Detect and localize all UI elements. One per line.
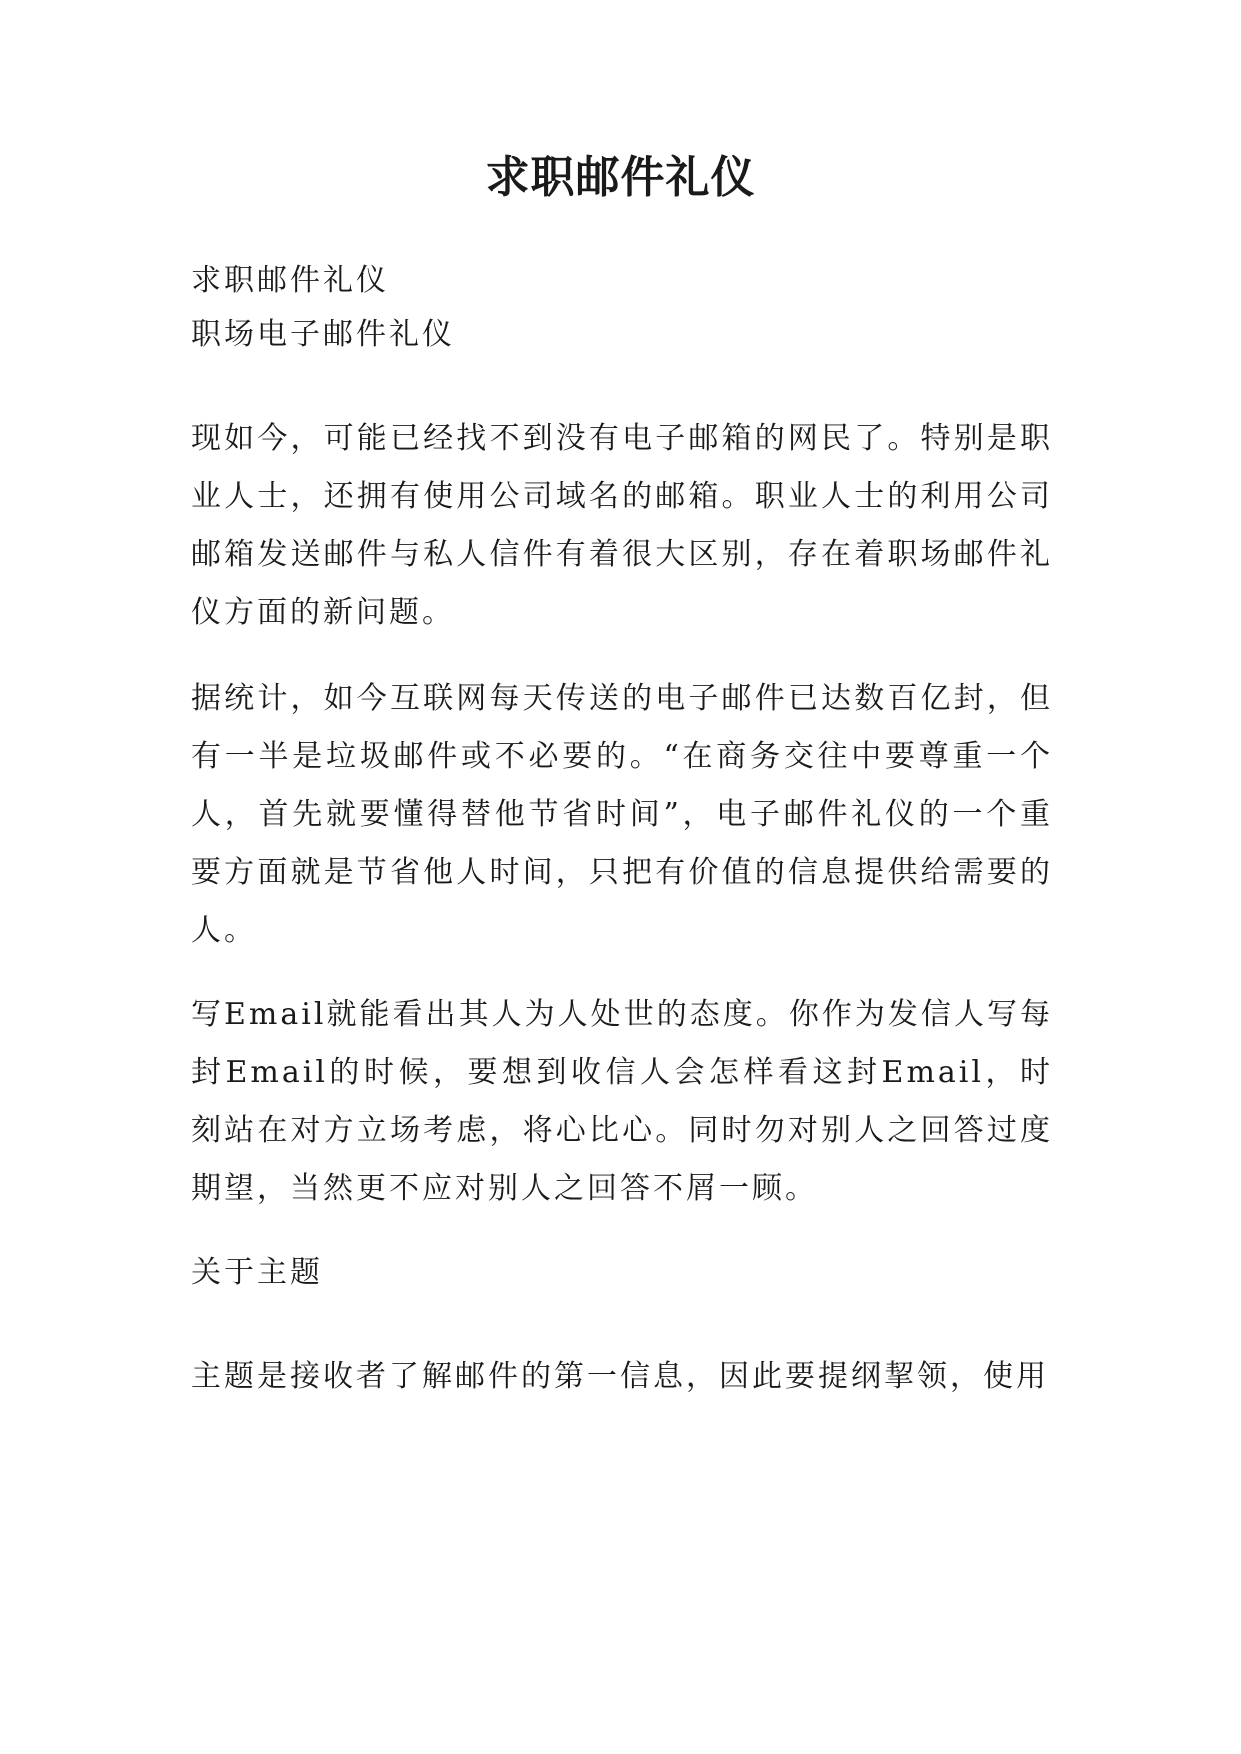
paragraph-4: 主题是接收者了解邮件的第一信息，因此要提纲挈领，使用 xyxy=(191,1359,1049,1394)
heading-line-2: 职场电子邮件礼仪 xyxy=(191,317,455,352)
paragraph-2: 据统计，如今互联网每天传送的电子邮件已达数百亿封，但有一半是垃圾邮件或不必要的。“在商务交往中要尊重一个人，首先就要懂得替他节省时间”，电子邮件礼仪的一个重要方面就是节省他人时间，只把有价值的信息提供给需要的人。 xyxy=(191,681,1053,948)
paragraph-3: 写Email就能看出其人为人处世的态度。你作为发信人写每封Email的时候，要想到收信人会怎样看这封Email，时刻站在对方立场考虑，将心比心。同时勿对别人之回答过度期望，当然更不应对别人之回答不屑一顾。 xyxy=(191,997,1053,1206)
paragraph-1: 现如今，可能已经找不到没有电子邮箱的网民了。特别是职业人士，还拥有使用公司域名的邮箱。职业人士的利用公司邮箱发送邮件与私人信件有着很大区别，存在着职场邮件礼仪方面的新问题。 xyxy=(191,421,1053,630)
document-title: 求职邮件礼仪 xyxy=(485,152,756,203)
section-heading: 关于主题 xyxy=(191,1255,323,1290)
heading-line-1: 求职邮件礼仪 xyxy=(191,263,389,298)
